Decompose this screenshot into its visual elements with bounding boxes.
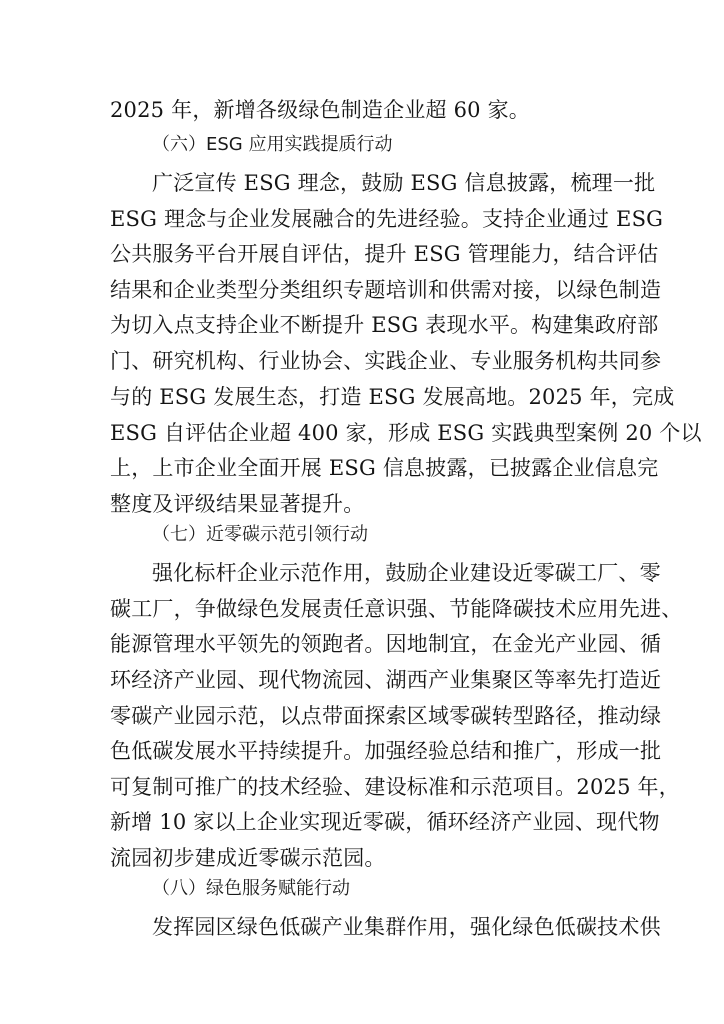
paragraph-line: 强化标杆企业示范作用，鼓励企业建设近零碳工厂、零 — [152, 561, 661, 585]
paragraph-line: 流园初步建成近零碳示范园。 — [110, 846, 386, 870]
intro-paragraph-line: 2025 年，新增各级绿色制造企业超 60 家。 — [110, 98, 530, 122]
paragraph-line: 能源管理水平领先的领跑者。因地制宜，在金光产业园、循 — [110, 632, 662, 656]
paragraph-line: ESG 自评估企业超 400 家，形成 ESG 实践典型案例 20 个以 — [110, 421, 702, 445]
paragraph-line: 上，上市企业全面开展 ESG 信息披露，已披露企业信息完 — [110, 456, 659, 480]
paragraph-line: 环经济产业园、现代物流园、湖西产业集聚区等率先打造近 — [110, 668, 662, 692]
paragraph-line: ESG 理念与企业发展融合的先进经验。支持企业通过 ESG — [110, 207, 664, 231]
paragraph-line: 发挥园区绿色低碳产业集群作用，强化绿色低碳技术供 — [152, 915, 661, 939]
paragraph-line: 新增 10 家以上企业实现近零碳，循环经济产业园、现代物 — [110, 810, 660, 834]
paragraph-line: 可复制可推广的技术经验、建设标准和示范项目。2025 年， — [110, 775, 680, 799]
paragraph-line: 公共服务平台开展自评估，提升 ESG 管理能力，结合评估 — [110, 242, 659, 266]
paragraph-line: 碳工厂，争做绿色发展责任意识强、节能降碳技术应用先进、 — [110, 597, 683, 621]
paragraph-line: 结果和企业类型分类组织专题培训和供需对接，以绿色制造 — [110, 278, 662, 302]
paragraph-line: 为切入点支持企业不断提升 ESG 表现水平。构建集政府部 — [110, 313, 659, 337]
paragraph-line: 零碳产业园示范，以点带面探索区域零碳转型路径，推动绿 — [110, 704, 662, 728]
section-heading-near-zero-carbon: （七）近零碳示范引领行动 — [152, 524, 368, 545]
section-heading-esg: （六）ESG 应用实践提质行动 — [152, 134, 393, 155]
paragraph-line: 整度及评级结果显著提升。 — [110, 492, 365, 516]
paragraph-line: 门、研究机构、行业协会、实践企业、专业服务机构共同参 — [110, 349, 662, 373]
section-heading-green-services: （八）绿色服务赋能行动 — [152, 878, 350, 899]
paragraph-line: 色低碳发展水平持续提升。加强经验总结和推广，形成一批 — [110, 739, 662, 763]
paragraph-line: 与的 ESG 发展生态，打造 ESG 发展高地。2025 年，完成 — [110, 385, 675, 409]
paragraph-line: 广泛宣传 ESG 理念，鼓励 ESG 信息披露，梳理一批 — [152, 171, 656, 195]
